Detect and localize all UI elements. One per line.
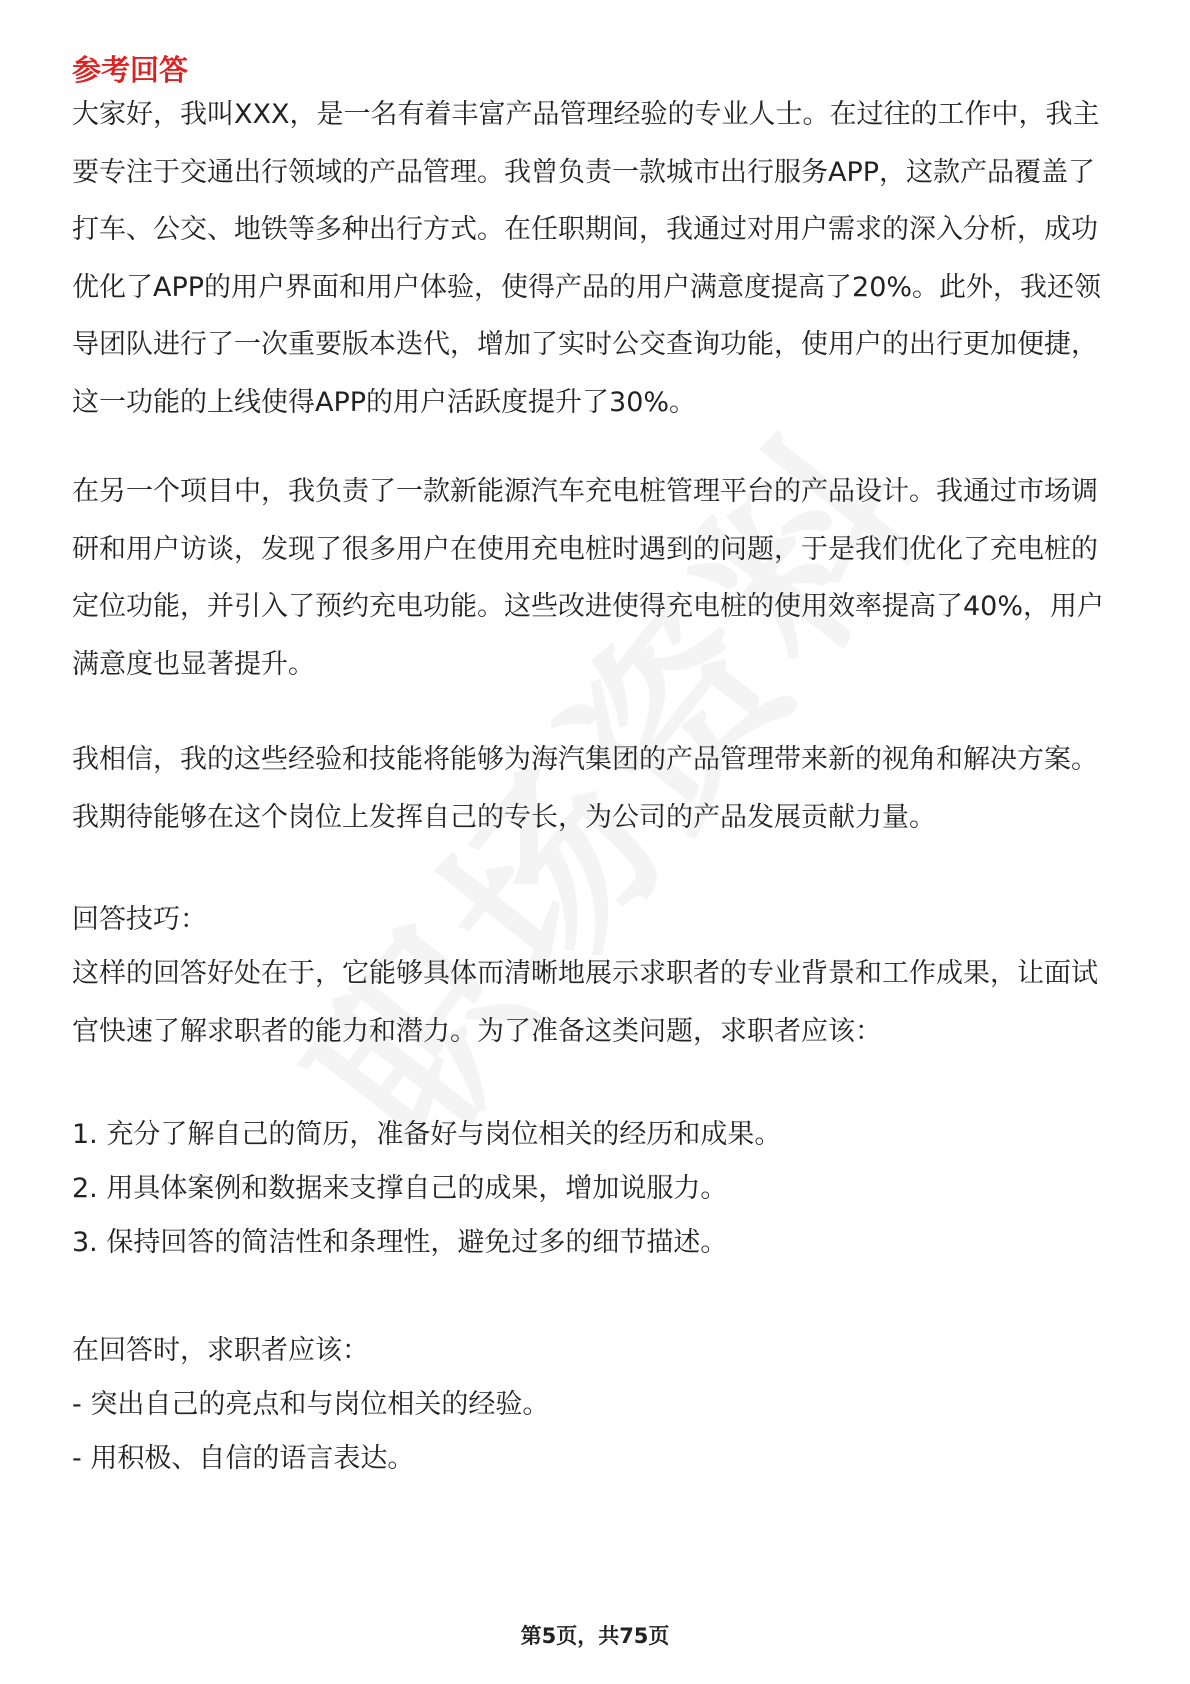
numbered-item-1: 1. 充分了解自己的简历，准备好与岗位相关的经历和成果。 bbox=[72, 1119, 782, 1150]
bullet-item-1: - 突出自己的亮点和与岗位相关的经验。 bbox=[72, 1389, 550, 1420]
page-number: 第5页，共75页 bbox=[520, 1624, 670, 1648]
numbered-item-3: 3. 保持回答的简洁性和条理性，避免过多的细节描述。 bbox=[72, 1227, 728, 1258]
tips-intro: 这样的回答好处在于，它能够具体而清晰地展示求职者的专业背景和工作成果，让面试官快速了解求职者的能力和潜力。为了准备这类问题，求职者应该： bbox=[72, 958, 1098, 1047]
section-heading: 参考回答 bbox=[72, 53, 189, 87]
answer-paragraph-3: 我相信，我的这些经验和技能将能够为海汽集团的产品管理带来新的视角和解决方案。我期待能够在这个岗位上发挥自己的专长，为公司的产品发展贡献力量。 bbox=[72, 744, 1098, 833]
bullet-item-2: - 用积极、自信的语言表达。 bbox=[72, 1443, 415, 1474]
tips-title: 回答技巧： bbox=[72, 904, 207, 935]
when-answering-title: 在回答时，求职者应该： bbox=[72, 1335, 369, 1366]
numbered-item-2: 2. 用具体案例和数据来支撑自己的成果，增加说服力。 bbox=[72, 1173, 728, 1204]
answer-paragraph-1: 大家好，我叫XXX，是一名有着丰富产品管理经验的专业人士。在过往的工作中，我主要专注于交通出行领域的产品管理。我曾负责一款城市出行服务APP，这款产品覆盖了打车、公交、地铁等多种出行方式。在任职期间，我通过对用户需求的深入分析，成功优化了APP的用户界面和用户体验，使得产品的用户满意度提高了20%。此外，我还领导团队进行了一次重要版本迭代，增加了实时公交查询功能，使用户的出行更加便捷，这一功能的上线使得APP的用户活跃度提升了30%。 bbox=[72, 99, 1102, 418]
answer-paragraph-2: 在另一个项目中，我负责了一款新能源汽车充电桩管理平台的产品设计。我通过市场调研和用户访谈，发现了很多用户在使用充电桩时遇到的问题，于是我们优化了充电桩的定位功能，并引入了预约充电功能。这些改进使得充电桩的使用效率提高了40%，用户满意度也显著提升。 bbox=[72, 476, 1105, 680]
